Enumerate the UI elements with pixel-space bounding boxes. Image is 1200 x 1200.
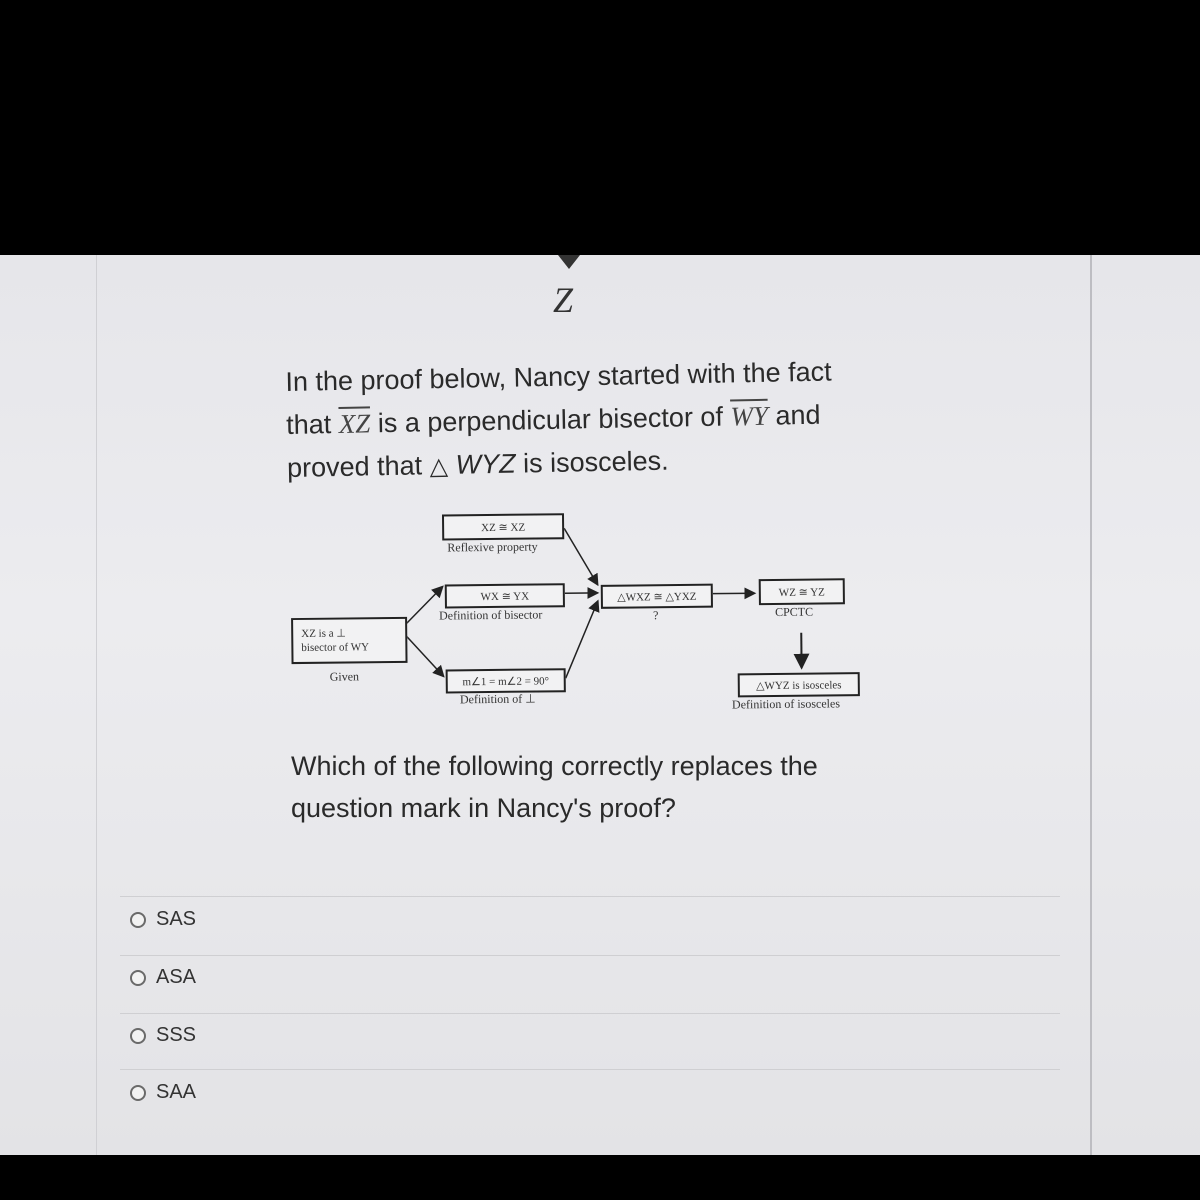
cpctc-reason: CPCTC [774,604,814,620]
figure-vertex-label: Z [553,280,574,320]
segment-xz: $\overline{XZ}$ [338,408,371,439]
segment-wy: $\overline{WY}$ [730,400,769,432]
prompt-text: Which of the following correctly replaces the question mark in Nancy's proof? [291,751,818,823]
radio-button[interactable] [130,912,146,928]
given-box [291,617,407,664]
option-asa[interactable] [130,966,196,989]
screen-content [0,255,1200,1155]
bisector-box: WX ≅ YX [445,583,565,608]
left-divider [96,255,97,1155]
option-divider [120,896,1060,897]
radio-button[interactable] [130,970,146,986]
congruence-box: △WXZ ≅ △YXZ [601,584,713,609]
question-part-4: is isosceles. [515,445,669,479]
option-sas[interactable] [130,908,196,931]
radio-button[interactable] [130,1085,146,1101]
option-sss[interactable] [130,1024,196,1047]
isosceles-box: △WYZ is isosceles [738,672,860,697]
question-part-3: and proved that [286,399,821,483]
isosceles-reason: Definition of isosceles [731,696,841,712]
figure-arrow-tip [558,255,580,269]
option-label: SAS [156,908,197,930]
option-saa[interactable] [130,1081,196,1104]
congruence-reason-unknown: ? [652,608,659,623]
given-reason: Given [329,669,360,684]
right-divider [1090,255,1092,1155]
bisector-reason: Definition of bisector [438,607,543,623]
option-divider [120,1069,1060,1070]
cpctc-box: WZ ≅ YZ [759,578,845,605]
question-part-1: In the proof below, Nancy started with the fact that [285,356,832,440]
perpendicular-box: m∠1 = m∠2 = 90° [446,668,566,693]
triangle-icon: △ [429,452,449,481]
radio-button[interactable] [130,1028,146,1044]
option-label: SAA [156,1081,197,1103]
flow-proof-diagram [284,500,886,721]
reflexive-box: XZ ≅ XZ [442,513,564,540]
option-divider [120,1013,1060,1014]
question-text [285,350,867,491]
perpendicular-reason: Definition of ⊥ [459,691,536,707]
given-line-1: XZ is a ⊥ [301,627,347,640]
triangle-name: WYZ [455,448,516,480]
option-label: ASA [156,966,197,988]
question-part-2: is a perpendicular bisector of [369,401,731,439]
given-line-2: bisector of WY [301,641,370,654]
option-label: SSS [156,1024,197,1046]
reflexive-reason: Reflexive property [447,539,538,555]
option-divider [120,955,1060,956]
